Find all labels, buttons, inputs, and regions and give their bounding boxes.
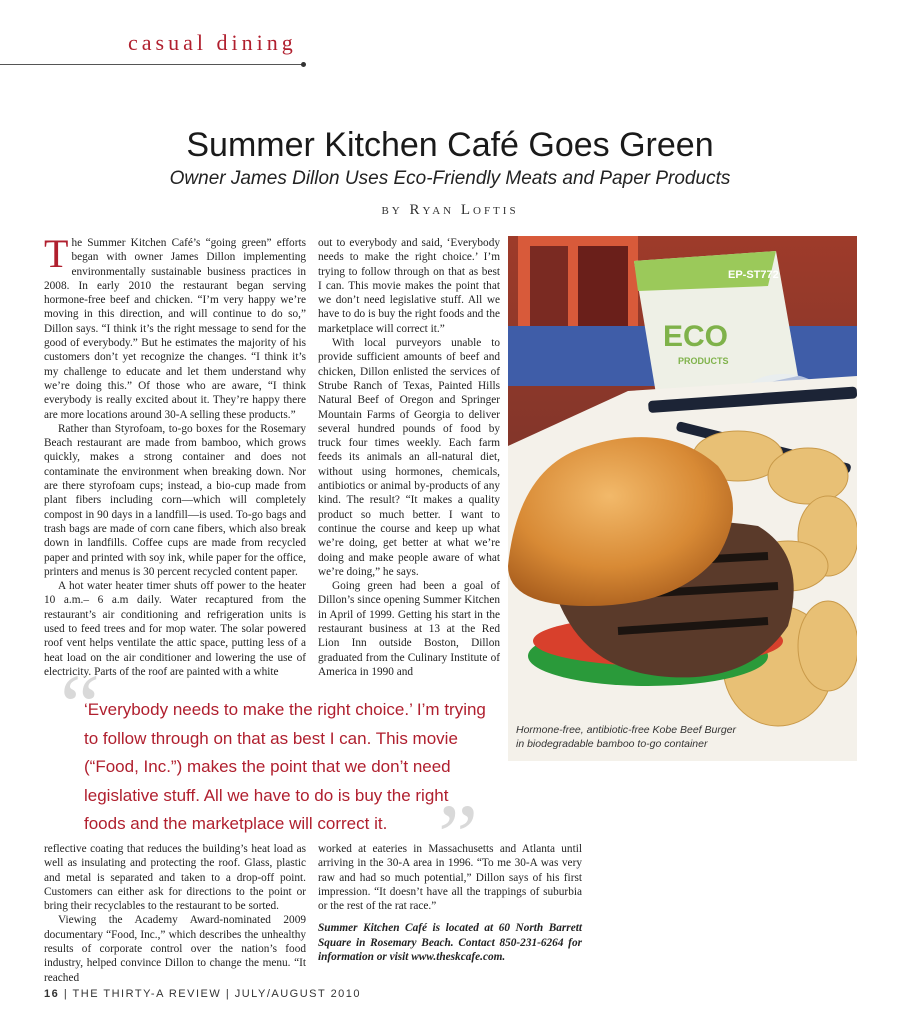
body-column-3: [44, 842, 306, 985]
close-quote-mark: ”: [438, 787, 478, 886]
paragraph: out to everybody and said, ‘Everybody needs to make the right choice.’ I’m trying to follow through on that as best I can. This movie makes the point that we don’t need legislative stuff. All we have to do is buy the right foods and the marketplace will correct it.”: [318, 237, 500, 335]
paragraph: reflective coating that reduces the building’s heat load as well as insulating and protecting the roof. Glass, plastic and metal is separated and taken to a drop-off point. Customers can either ask for directions to the point or bring their recyclables to the restaurant to be sorted.: [44, 843, 306, 913]
section-divider: [0, 64, 304, 65]
page-number: 16: [44, 988, 60, 1000]
box-logo: ECO: [663, 320, 729, 353]
body-column-4: [318, 842, 582, 964]
location-credit: Summer Kitchen Café is located at 60 North Barrett Square in Rosemary Beach. Contact 850-231-6264 for information or visit www.theskcafe.com.: [318, 922, 582, 964]
divider-dot: [301, 62, 306, 67]
paragraph-text: he Summer Kitchen Café’s “going green” efforts began with owner James Dillon implementing environmentally sustainable business practices in 2008. In early 2010 the restaurant began serving hormone-free beef and chicken. “I’m very happy we’re moving in this direction, and will continue to do so,” Dillon says. “I think it’s the right message to send for the good of everybody.” But he estimates the majority of his customers don’t yet recognize the changes. “I think it’s my challenge to educate and let them understand why we’re doing this.” Of those who are aware, “I think everybody is really excited about it. They’re happy there are more locations around 30-A selling these products.”: [44, 237, 306, 421]
burger-photo: [508, 236, 857, 761]
drop-cap: T: [44, 231, 69, 276]
paragraph: With local purveyors unable to provide sufficient amounts of beef and chicken, Dillon enlisted the services of Strube Ranch of Texas, Painted Hills Natural Beef of Oregon and Springer Mountain Farms of Georgia to deliver several hundred pounds of food by truck four times weekly. Each farm feeds its animals an all-natural diet, without using hormones, chemicals, antibiotics or animal by-products of any kind. The result? “It makes a quality product so much better. I want to continue the course and keep up what we’re doing, get better at what we’re doing and make people aware of what we’re doing,” he says.: [318, 337, 500, 578]
body-column-1: [44, 231, 306, 679]
footer-separator: |: [63, 988, 69, 1000]
caption-line: in biodegradable bamboo to-go container: [516, 738, 708, 750]
paragraph: Viewing the Academy Award-nominated 2009 documentary “Food, Inc.,” which describes the unhealthy results of corporate control over the nation’s food industry, helped convince Dillon to change the menu. “It reached: [44, 914, 306, 984]
article-byline: by Ryan Loftis: [381, 202, 519, 218]
box-word: PRODUCTS: [678, 356, 729, 366]
paragraph: Going green had been a goal of Dillon’s since opening Summer Kitchen in April of 1999. Getting his start in the restaurant business at 13 at the Red Lion Inn outside Boston, Dillon graduated from the Culinary Institute of America in 1990 and: [318, 580, 500, 678]
open-quote-mark: “: [60, 657, 100, 756]
publication-name: THE THIRTY-A REVIEW: [72, 988, 222, 1000]
pull-quote: ‘Everybody needs to make the right choice.’ I’m trying to follow through on that as best I can. This movie (“Food, Inc.”) makes the point that we don’t need legislative stuff. All we have to do is buy the right foods and the marketplace will correct it.: [84, 700, 486, 833]
article-title: Summer Kitchen Café Goes Green: [186, 126, 714, 164]
paragraph: worked at eateries in Massachusetts and Atlanta until arriving in the 30-A area in 1996. “To me 30-A was very raw and had so much potential,” Dillon says of his first impression. “It doesn’t have all the trappings of suburbia or the rest of the rat race.”: [318, 843, 582, 913]
section-label: casual dining: [128, 30, 297, 55]
article-subtitle: Owner James Dillon Uses Eco-Friendly Meats and Paper Products: [169, 168, 731, 189]
photo-caption: [516, 723, 736, 751]
issue-date: JULY/AUGUST 2010: [234, 988, 362, 1000]
page-footer: [44, 988, 361, 1000]
caption-line: Hormone-free, antibiotic-free Kobe Beef Burger: [516, 724, 737, 736]
paragraph: [44, 231, 306, 422]
footer-separator: |: [225, 988, 231, 1000]
burger-photo-illustration: [508, 236, 857, 761]
body-column-2: [318, 236, 500, 679]
paragraph: Rather than Styrofoam, to-go boxes for the Rosemary Beach restaurant are made from bamboo, which grows quickly, makes a strong container and does not contaminate the environment when breaking down. Nor are there styrofoam cups; instead, a bio-cup made from plant fibers including corn—which will completely compost in 90 days in a landfill—is used. To-go bags and trash bags are made of corn cane fibers, which also break down in landfills. Coffee cups are made from recycled paper and printed with soy ink, while paper for the office, printers and menus is 30 percent recycled content paper.: [44, 422, 306, 578]
box-label: EP-ST772: [728, 269, 779, 281]
paragraph: A hot water heater timer shuts off power to the heater 10 a.m.– 6 a.m daily. Water recaptured from the restaurant’s air conditioning and refrigeration units is used to feed trees and for mop water. The solar powered roof vent helps ventilate the attic space, putting less of a heat load on the air conditioner and lowering the use of electricity. Parts of the roof are painted with a white: [44, 580, 306, 678]
